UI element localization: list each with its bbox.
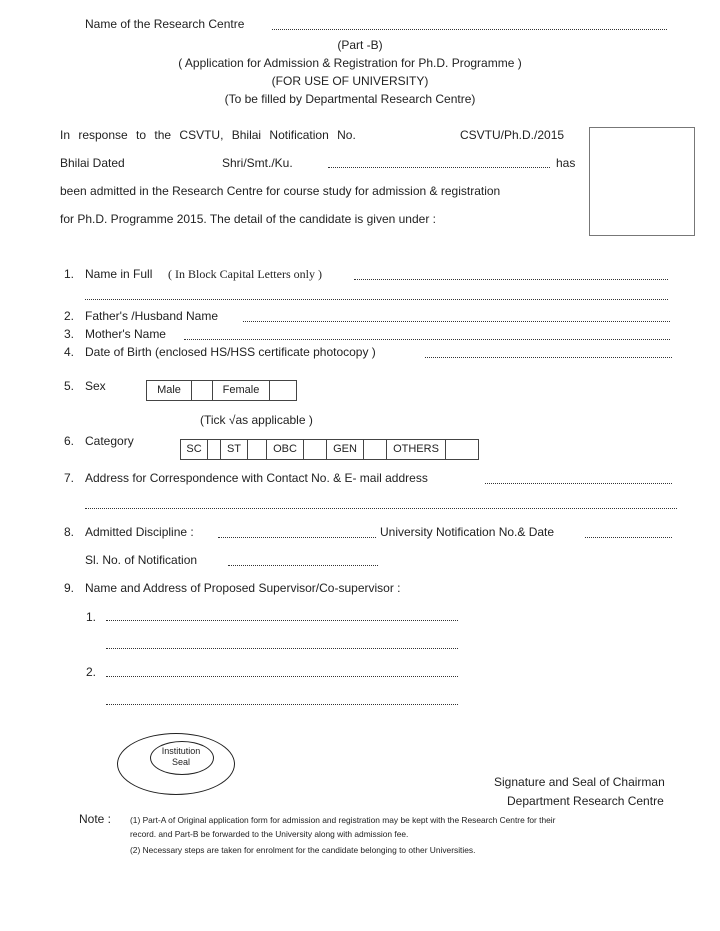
mother-label: Mother's Name [85,327,166,341]
sex-male-checkbox[interactable] [192,381,213,400]
application-title: ( Application for Admission & Registration for Ph.D. Programme ) [178,56,522,70]
intro-bhilai-dated: Bhilai Dated [60,156,125,170]
dob-field[interactable] [425,357,672,358]
supervisor-2-field-line-2[interactable] [106,704,458,705]
tick-note: (Tick √as applicable ) [200,413,313,427]
part-label: (Part -B) [337,38,383,52]
category-label: Category [85,434,134,448]
sl-no-field[interactable] [228,565,378,566]
category-obc-checkbox[interactable] [304,440,327,459]
intro-line-4: for Ph.D. Programme 2015. The detail of the candidate is given under : [60,212,436,226]
supervisor-2-number: 2. [86,665,97,679]
sex-options [146,380,297,401]
field-number: 3. [64,327,75,341]
university-notification-field[interactable] [585,537,672,538]
address-label: Address for Correspondence with Contact No. & E- mail address [85,471,428,485]
signature-department: Department Research Centre [507,794,664,808]
category-others-checkbox[interactable] [446,440,478,459]
university-notification-label: University Notification No.& Date [380,525,555,539]
field-number: 2. [64,309,75,323]
photo-box [589,127,695,236]
filled-by-label: (To be filled by Departmental Research Centre) [224,92,476,106]
intro-line-1: In response to the CSVTU, Bhilai Notification No. [60,128,356,142]
category-option-obc[interactable]: OBC [267,440,304,459]
sl-no-label: Sl. No. of Notification [85,553,198,567]
category-option-others[interactable]: OTHERS [387,440,446,459]
intro-line-3: been admitted in the Research Centre for course study for admission & registration [60,184,501,198]
sex-female-checkbox[interactable] [270,381,296,400]
sex-option-female[interactable]: Female [213,381,270,400]
candidate-name-field[interactable] [328,167,550,168]
supervisor-label: Name and Address of Proposed Supervisor/Co-supervisor : [85,581,401,595]
note-2: (2) Necessary steps are taken for enrolment for the candidate belonging to other Universities. [130,845,476,855]
intro-shri-label: Shri/Smt./Ku. [222,156,293,170]
signature-title: Signature and Seal of Chairman [494,775,665,789]
category-option-gen[interactable]: GEN [327,440,364,459]
field-number: 7. [64,471,75,485]
name-field[interactable] [354,279,668,280]
address-field-line-2[interactable] [85,508,677,509]
note-1-line-1: (1) Part-A of Original application form for admission and registration may be kept with the Research Centre for their [130,815,556,825]
supervisor-1-number: 1. [86,610,97,624]
seal-text-institution: Institution [161,746,201,756]
address-field[interactable] [485,483,672,484]
sex-option-male[interactable]: Male [147,381,192,400]
discipline-label: Admitted Discipline : [85,525,194,539]
category-option-sc[interactable]: SC [181,440,208,459]
centre-name-field[interactable] [272,29,667,30]
dob-label: Date of Birth (enclosed HS/HSS certificate photocopy ) [85,345,376,359]
name-hint: ( In Block Capital Letters only ) [168,267,322,281]
category-sc-checkbox[interactable] [208,440,221,459]
mother-name-field[interactable] [184,339,670,340]
sex-label: Sex [85,379,106,393]
field-number: 6. [64,434,75,448]
name-field-line-2[interactable] [85,299,668,300]
intro-has: has [556,156,576,170]
category-options [180,439,479,460]
seal-text-seal: Seal [171,757,190,767]
supervisor-1-field-line-2[interactable] [106,648,458,649]
category-gen-checkbox[interactable] [364,440,387,459]
university-use-label: (FOR USE OF UNIVERSITY) [271,74,429,88]
centre-name-label: Name of the Research Centre [85,17,245,31]
field-number: 5. [64,379,75,393]
note-label: Note : [79,812,112,826]
supervisor-2-field[interactable] [106,676,458,677]
note-1-line-2: record. and Part-B be forwarded to the University along with admission fee. [130,829,409,839]
field-number: 8. [64,525,75,539]
field-number: 1. [64,267,75,281]
father-label: Father's /Husband Name [85,309,219,323]
supervisor-1-field[interactable] [106,620,458,621]
intro-notification-no: CSVTU/Ph.D./2015 [460,128,565,142]
field-number: 9. [64,581,75,595]
name-label: Name in Full [85,267,153,281]
category-st-checkbox[interactable] [248,440,267,459]
discipline-field[interactable] [218,537,376,538]
field-number: 4. [64,345,75,359]
father-name-field[interactable] [243,321,670,322]
category-option-st[interactable]: ST [221,440,248,459]
